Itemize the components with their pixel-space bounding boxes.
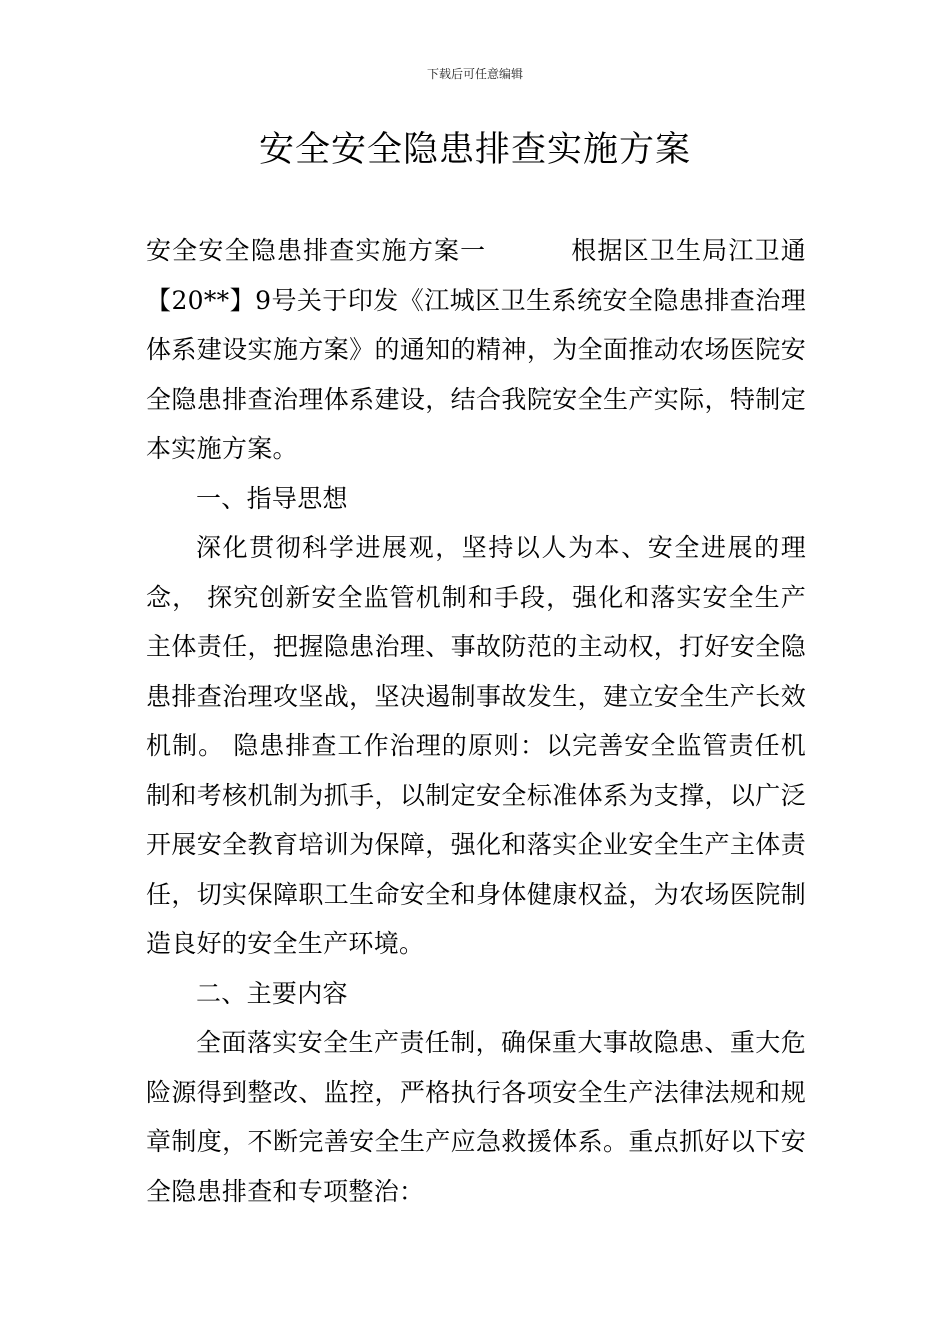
header-note: 下载后可任意编辑	[426, 67, 523, 81]
section-heading-main-content: 二、主要内容	[196, 978, 348, 1008]
paragraph-intro	[146, 226, 806, 474]
paragraph-main-content: 全面落实安全生产责任制，确保重大事故隐患、重大危险源得到整改、监控，严格执行各项安全生产法律法规和规章制度，不断完善安全生产应急救援体系。重点抓好以下安全隐患排查和专项整治：	[146, 1028, 806, 1206]
paragraph-intro-lead: 安全安全隐患排查实施方案一	[146, 236, 487, 265]
paragraph-intro-text: 根据区卫生局江卫通【20**】9号关于印发《江城区卫生系统安全隐患排查治理体系建设实施方案》的通知的精神，为全面推动农场医院安全隐患排查治理体系建设，结合我院安全生产实际，特制定本实施方案。	[146, 236, 806, 463]
section-heading-guiding-ideology: 一、指导思想	[196, 483, 348, 513]
page-title: 安全安全隐患排查实施方案	[258, 130, 691, 170]
document-body	[146, 226, 806, 1216]
paragraph-guiding-ideology: 深化贯彻科学进展观，坚持以人为本、安全进展的理念， 探究创新安全监管机制和手段，强化和落实安全生产主体责任，把握隐患治理、事故防范的主动权，打好安全隐患排查治理攻坚战，坚决遏制事故发生，建立安全生产长效机制。 隐患排查工作治理的原则：以完善安全监管责任机制和考核机制为抓手，以制定安全标准体系为支撑，以广泛开展安全教育培训为保障，强化和落实企业安全生产主体责任，切实保障职工生命安全和身体健康权益，为农场医院制造良好的安全生产环境。	[146, 533, 806, 958]
